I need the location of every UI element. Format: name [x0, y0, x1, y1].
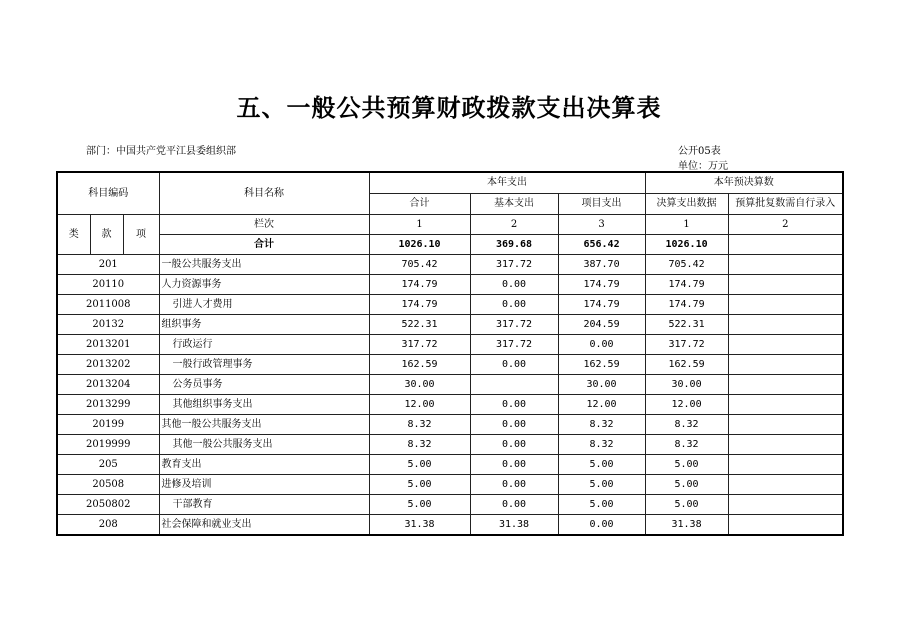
- row-budget: [728, 475, 843, 495]
- table-row: [57, 315, 843, 335]
- row-total: 8.32: [369, 435, 470, 455]
- row-total: 522.31: [369, 315, 470, 335]
- row-basic: 317.72: [470, 315, 558, 335]
- table-row: [57, 255, 843, 275]
- row-budget: [728, 395, 843, 415]
- row-total: 5.00: [369, 455, 470, 475]
- header-final-data: 决算支出数据: [645, 194, 728, 215]
- row-final: 12.00: [645, 395, 728, 415]
- row-final: 162.59: [645, 355, 728, 375]
- row-code: 205: [57, 455, 159, 475]
- row-project: 204.59: [558, 315, 645, 335]
- row-project: 5.00: [558, 475, 645, 495]
- row-name: 引进人才费用: [159, 295, 369, 315]
- total-basic: 369.68: [470, 235, 558, 255]
- total-final: 1026.10: [645, 235, 728, 255]
- header-lei: 类: [57, 215, 90, 255]
- table-row: [57, 275, 843, 295]
- row-project: 5.00: [558, 495, 645, 515]
- row-final: 31.38: [645, 515, 728, 536]
- row-code: 2013299: [57, 395, 159, 415]
- row-final: 8.32: [645, 415, 728, 435]
- table-row: [57, 495, 843, 515]
- table-row: [57, 415, 843, 435]
- row-name: 进修及培训: [159, 475, 369, 495]
- row-project: 12.00: [558, 395, 645, 415]
- header-budget-manual: 预算批复数需自行录入: [728, 194, 843, 215]
- row-code: 20199: [57, 415, 159, 435]
- row-name: 行政运行: [159, 335, 369, 355]
- row-budget: [728, 375, 843, 395]
- row-name: 一般行政管理事务: [159, 355, 369, 375]
- row-code: 20132: [57, 315, 159, 335]
- header-name: 科目名称: [159, 172, 369, 215]
- row-total: 174.79: [369, 275, 470, 295]
- header-total: 合计: [369, 194, 470, 215]
- row-final: 5.00: [645, 455, 728, 475]
- row-total: 705.42: [369, 255, 470, 275]
- row-budget: [728, 455, 843, 475]
- header-kuan: 款: [90, 215, 123, 255]
- row-basic: [470, 375, 558, 395]
- row-project: 162.59: [558, 355, 645, 375]
- row-project: 174.79: [558, 275, 645, 295]
- row-total: 5.00: [369, 475, 470, 495]
- header-project: 项目支出: [558, 194, 645, 215]
- row-final: 8.32: [645, 435, 728, 455]
- row-basic: 0.00: [470, 275, 558, 295]
- row-name: 干部教育: [159, 495, 369, 515]
- row-total: 162.59: [369, 355, 470, 375]
- table-row: [57, 395, 843, 415]
- row-final: 522.31: [645, 315, 728, 335]
- row-code: 201: [57, 255, 159, 275]
- row-name: 人力资源事务: [159, 275, 369, 295]
- row-basic: 0.00: [470, 435, 558, 455]
- row-total: 8.32: [369, 415, 470, 435]
- col-index-1: 1: [369, 215, 470, 235]
- table-row: [57, 355, 843, 375]
- row-name: 一般公共服务支出: [159, 255, 369, 275]
- total-total: 1026.10: [369, 235, 470, 255]
- table-row: [57, 435, 843, 455]
- row-final: 5.00: [645, 495, 728, 515]
- row-final: 30.00: [645, 375, 728, 395]
- header-lanci: 栏次: [159, 215, 369, 235]
- row-project: 5.00: [558, 455, 645, 475]
- table-row: [57, 335, 843, 355]
- col-index-5: 2: [728, 215, 843, 235]
- row-code: 2019999: [57, 435, 159, 455]
- row-final: 317.72: [645, 335, 728, 355]
- row-code: 2013202: [57, 355, 159, 375]
- row-basic: 0.00: [470, 295, 558, 315]
- col-index-3: 3: [558, 215, 645, 235]
- row-name: 其他一般公共服务支出: [159, 415, 369, 435]
- header-xiang: 项: [123, 215, 159, 255]
- row-final: 174.79: [645, 275, 728, 295]
- row-budget: [728, 415, 843, 435]
- expenditure-table: [56, 171, 844, 536]
- unit-label: 单位：万元: [678, 161, 728, 172]
- header-current-year: 本年支出: [369, 172, 645, 194]
- row-project: 8.32: [558, 435, 645, 455]
- row-budget: [728, 495, 843, 515]
- row-basic: 0.00: [470, 395, 558, 415]
- row-code: 208: [57, 515, 159, 536]
- row-budget: [728, 515, 843, 536]
- row-total: 174.79: [369, 295, 470, 315]
- row-budget: [728, 435, 843, 455]
- header-code: 科目编码: [57, 172, 159, 215]
- row-name: 教育支出: [159, 455, 369, 475]
- row-code: 2013201: [57, 335, 159, 355]
- total-budget: [728, 235, 843, 255]
- row-total: 5.00: [369, 495, 470, 515]
- table-row: [57, 515, 843, 536]
- row-budget: [728, 315, 843, 335]
- row-total: 12.00: [369, 395, 470, 415]
- row-code: 2013204: [57, 375, 159, 395]
- table-row: [57, 295, 843, 315]
- row-project: 8.32: [558, 415, 645, 435]
- total-row: [57, 235, 843, 255]
- row-code: 20508: [57, 475, 159, 495]
- row-code: 2011008: [57, 295, 159, 315]
- row-final: 705.42: [645, 255, 728, 275]
- row-total: 30.00: [369, 375, 470, 395]
- row-budget: [728, 255, 843, 275]
- row-total: 317.72: [369, 335, 470, 355]
- row-basic: 0.00: [470, 355, 558, 375]
- row-budget: [728, 275, 843, 295]
- form-number: 公开05表: [678, 146, 721, 157]
- table-row: [57, 475, 843, 495]
- row-name: 公务员事务: [159, 375, 369, 395]
- row-final: 5.00: [645, 475, 728, 495]
- row-project: 0.00: [558, 515, 645, 536]
- header-prebudget: 本年预决算数: [645, 172, 843, 194]
- row-basic: 317.72: [470, 335, 558, 355]
- row-budget: [728, 295, 843, 315]
- row-project: 174.79: [558, 295, 645, 315]
- header-basic: 基本支出: [470, 194, 558, 215]
- row-name: 其他组织事务支出: [159, 395, 369, 415]
- row-budget: [728, 335, 843, 355]
- row-basic: 317.72: [470, 255, 558, 275]
- row-budget: [728, 355, 843, 375]
- row-basic: 0.00: [470, 455, 558, 475]
- row-project: 387.70: [558, 255, 645, 275]
- table-row: [57, 375, 843, 395]
- row-basic: 0.00: [470, 415, 558, 435]
- row-name: 组织事务: [159, 315, 369, 335]
- page-title: 五、一般公共预算财政拨款支出决算表: [236, 94, 662, 122]
- department-label: 部门：中国共产党平江县委组织部: [86, 146, 236, 157]
- row-total: 31.38: [369, 515, 470, 536]
- header-row-1: [57, 172, 843, 194]
- total-project: 656.42: [558, 235, 645, 255]
- col-index-4: 1: [645, 215, 728, 235]
- table-row: [57, 455, 843, 475]
- row-project: 30.00: [558, 375, 645, 395]
- row-project: 0.00: [558, 335, 645, 355]
- row-final: 174.79: [645, 295, 728, 315]
- header-row-3: [57, 215, 843, 235]
- row-name: 其他一般公共服务支出: [159, 435, 369, 455]
- row-basic: 31.38: [470, 515, 558, 536]
- total-label: 合计: [159, 235, 369, 255]
- row-code: 2050802: [57, 495, 159, 515]
- row-basic: 0.00: [470, 495, 558, 515]
- col-index-2: 2: [470, 215, 558, 235]
- row-code: 20110: [57, 275, 159, 295]
- row-name: 社会保障和就业支出: [159, 515, 369, 536]
- row-basic: 0.00: [470, 475, 558, 495]
